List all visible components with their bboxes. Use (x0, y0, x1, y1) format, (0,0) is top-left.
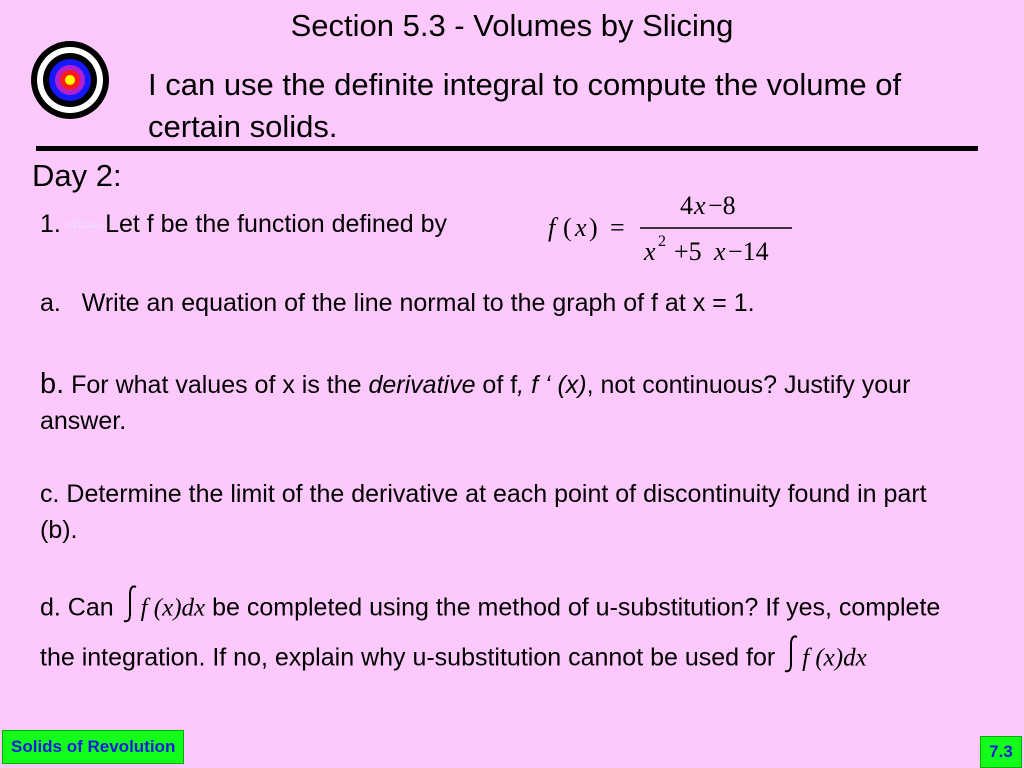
function-formula (548, 188, 798, 270)
part-b-text2: of f (475, 371, 518, 399)
denominator-var2: x (714, 237, 726, 266)
part-a-text: Write an equation of the line normal to the graph of f at x = 1. (81, 289, 755, 317)
formula-f: f (548, 213, 556, 242)
part-b (40, 366, 970, 439)
problem-code: 02111a-c (66, 220, 104, 231)
numerator-var: x (694, 191, 706, 220)
day-label: Day 2: (32, 158, 122, 193)
section-topic-label: Solids of Revolution (2, 730, 184, 764)
formula-close-paren: ) (589, 213, 598, 242)
denominator-var: x (644, 237, 656, 266)
formula-x: x (575, 213, 587, 242)
denominator-plus5: +5 (674, 237, 702, 266)
part-d-middle: be completed using the method of u-substitution? If yes, complete the integration. If no, explain why u-substitution cannot be used for (40, 593, 941, 672)
slide-title: Section 5.3 - Volumes by Slicing (290, 8, 734, 43)
learning-objective: I can use the definite integral to compute the volume of certain solids. (148, 67, 902, 144)
part-d (40, 584, 980, 684)
formula-open-paren: ( (563, 213, 572, 242)
problem-intro-text: Let f be the function defined by (105, 210, 447, 238)
section-number-label: 7.3 (980, 736, 1022, 768)
integrand-1: f (x)dx (140, 594, 206, 622)
formula-equals: = (610, 213, 625, 242)
numerator-rest: −8 (708, 191, 736, 220)
part-c: c. Determine the limit of the derivative at each point of discontinuity found in part (b). (40, 480, 927, 544)
part-b-text1: For what values of x is the (64, 371, 369, 399)
numerator-coef: 4 (680, 191, 693, 220)
divider-line (36, 146, 978, 151)
integral-icon (121, 584, 141, 634)
part-a (40, 289, 755, 318)
integrand-2: f (x)dx (802, 644, 867, 672)
problem-number: 1. (40, 210, 61, 238)
denominator-exponent: 2 (658, 233, 666, 250)
part-a-letter: a. (40, 289, 61, 317)
integral-icon (782, 634, 802, 684)
denominator-minus14: −14 (728, 237, 769, 266)
part-d-prefix: d. Can (40, 593, 121, 622)
part-b-emph2: , f ‘ (x) (517, 371, 587, 399)
part-b-letter: b. (40, 368, 65, 400)
part-b-emph: derivative (368, 371, 476, 399)
target-icon (30, 40, 110, 120)
problem-intro (40, 210, 447, 239)
part-b-text3: , not continuous? Justify your answer. (40, 371, 911, 435)
